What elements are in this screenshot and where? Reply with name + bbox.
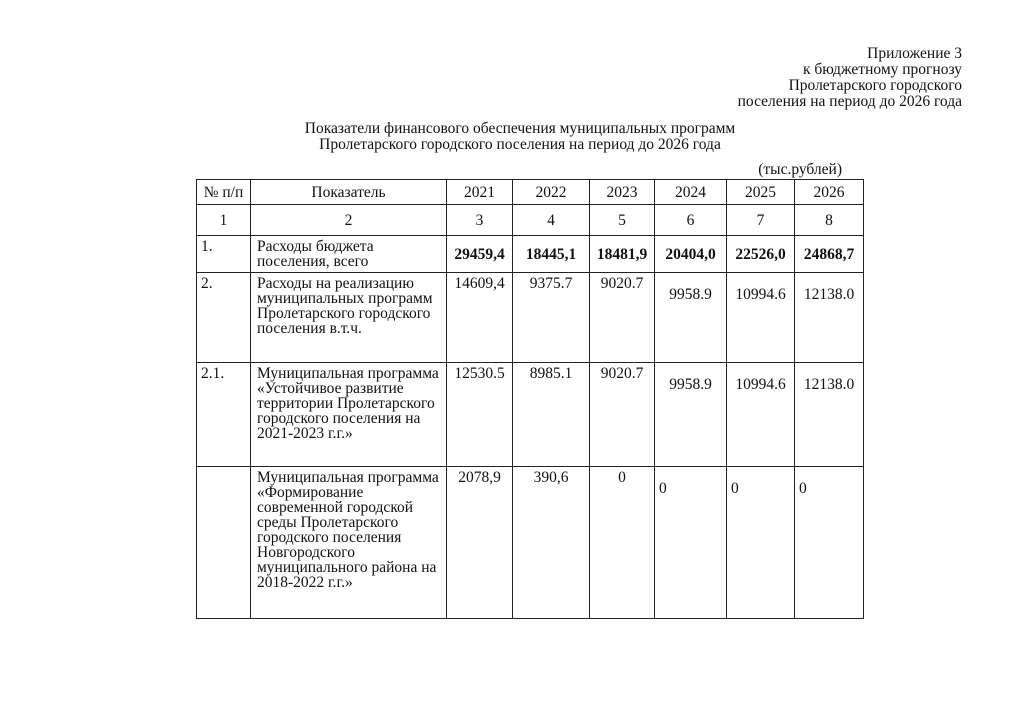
value-cell: 14609,4 xyxy=(447,273,513,363)
value-cell: 9958.9 xyxy=(655,273,727,363)
value-cell: 12138.0 xyxy=(795,273,864,363)
header-cell: 2023 xyxy=(590,180,655,205)
column-number-row xyxy=(197,205,864,236)
header-cell: 2024 xyxy=(655,180,727,205)
indicator-cell: Муниципальная программа «Устойчивое развитие территории Пролетарского городского поселения на 2021-2023 г.г.» xyxy=(251,363,447,467)
header-cell: Показатель xyxy=(251,180,447,205)
value-cell: 20404,0 xyxy=(655,236,727,273)
row-number: 2.1. xyxy=(197,363,251,467)
value-cell: 29459,4 xyxy=(447,236,513,273)
indicator-cell: Расходы на реализацию муниципальных программ Пролетарского городского поселения в.т.ч. xyxy=(251,273,447,363)
column-number: 3 xyxy=(447,205,513,236)
value-cell: 9958.9 xyxy=(655,363,727,467)
table-row xyxy=(197,236,864,273)
annex-line: поселения на период до 2026 года xyxy=(737,93,962,110)
column-number: 7 xyxy=(727,205,795,236)
column-number: 1 xyxy=(197,205,251,236)
value-cell: 0 xyxy=(590,467,655,619)
row-number: 1. xyxy=(197,236,251,273)
row-number: 2. xyxy=(197,273,251,363)
header-cell: 2022 xyxy=(513,180,590,205)
financial-table xyxy=(196,179,864,619)
value-cell: 10994.6 xyxy=(727,273,795,363)
title-line: Пролетарского городского поселения на период до 2026 года xyxy=(319,136,721,153)
annex-line: к бюджетному прогнозу xyxy=(802,61,962,78)
column-number: 6 xyxy=(655,205,727,236)
title-line: Показатели финансового обеспечения муниципальных программ xyxy=(304,120,736,137)
column-number: 5 xyxy=(590,205,655,236)
document-title xyxy=(230,121,810,153)
annex-line: Пролетарского городского xyxy=(788,77,962,94)
value-cell: 12138.0 xyxy=(795,363,864,467)
value-cell: 390,6 xyxy=(513,467,590,619)
value-cell: 8985.1 xyxy=(513,363,590,467)
value-cell: 18445,1 xyxy=(513,236,590,273)
value-cell: 9020.7 xyxy=(590,363,655,467)
row-number xyxy=(197,467,251,619)
annex-header xyxy=(738,46,962,110)
column-number: 2 xyxy=(251,205,447,236)
header-cell: № п/п xyxy=(197,180,251,205)
column-number: 4 xyxy=(513,205,590,236)
value-cell: 12530.5 xyxy=(447,363,513,467)
value-cell: 18481,9 xyxy=(590,236,655,273)
column-number: 8 xyxy=(795,205,864,236)
header-row xyxy=(197,180,864,205)
value-cell: 9020.7 xyxy=(590,273,655,363)
annex-line: Приложение 3 xyxy=(867,45,962,62)
value-cell: 0 xyxy=(727,467,795,619)
table-row xyxy=(197,363,864,467)
units-label: (тыс.рублей) xyxy=(758,161,842,178)
header-cell: 2025 xyxy=(727,180,795,205)
value-cell: 22526,0 xyxy=(727,236,795,273)
value-cell: 24868,7 xyxy=(795,236,864,273)
table-row xyxy=(197,467,864,619)
indicator-cell: Муниципальная программа «Формирование современной городской среды Пролетарского городского поселения Новгородского муниципального района на 2018-2022 г.г.» xyxy=(251,467,447,619)
table-row xyxy=(197,273,864,363)
header-cell: 2021 xyxy=(447,180,513,205)
value-cell: 10994.6 xyxy=(727,363,795,467)
value-cell: 2078,9 xyxy=(447,467,513,619)
indicator-cell: Расходы бюджета поселения, всего xyxy=(251,236,447,273)
value-cell: 9375.7 xyxy=(513,273,590,363)
value-cell: 0 xyxy=(655,467,727,619)
value-cell: 0 xyxy=(795,467,864,619)
header-cell: 2026 xyxy=(795,180,864,205)
